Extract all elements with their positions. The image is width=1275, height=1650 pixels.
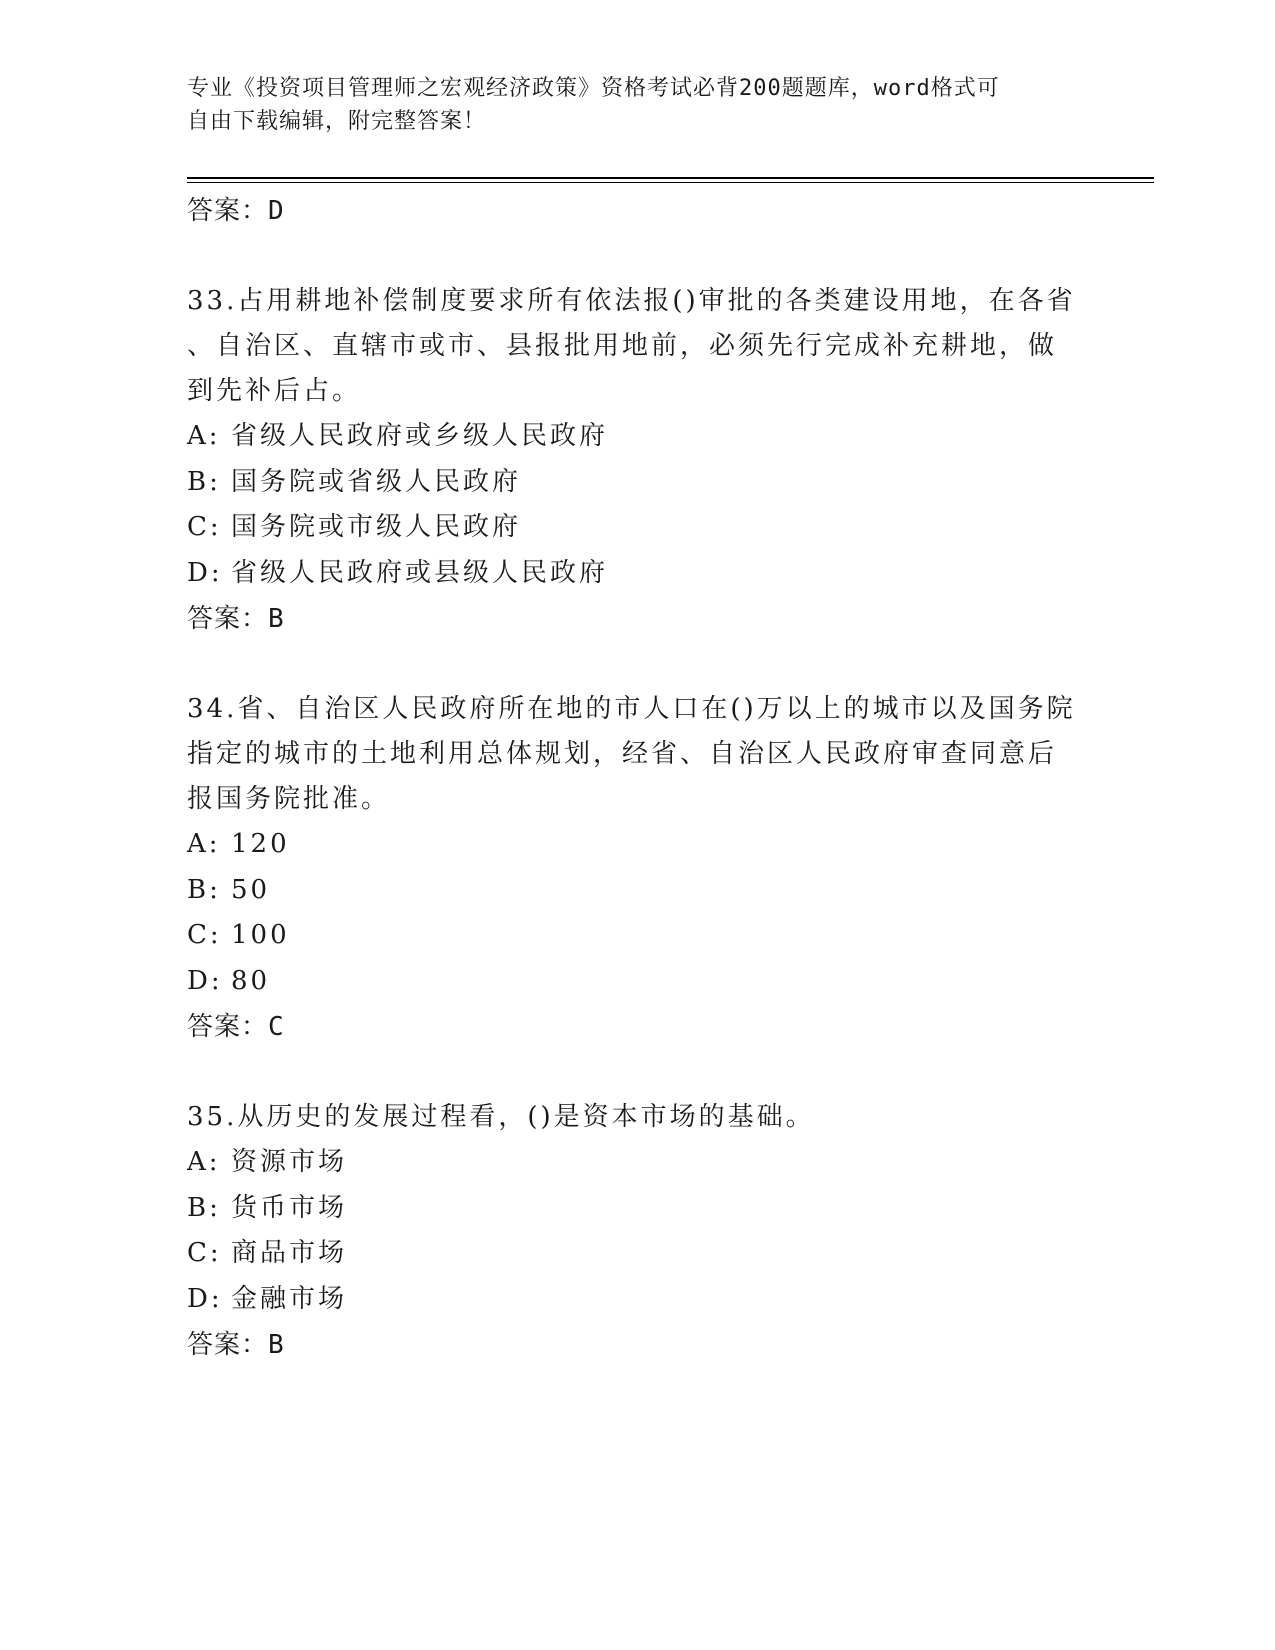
option-a [187, 822, 1077, 868]
option-text: 货币市场 [231, 1192, 348, 1223]
stem-line: 、自治区、直辖市或市、县报批用地前，必须先行完成补充耕地，做 [187, 331, 1058, 361]
option-text: 省级人民政府或县级人民政府 [231, 557, 609, 588]
option-key: A: [187, 829, 221, 859]
header-rule-thin [187, 182, 1154, 183]
option-text: 100 [231, 920, 290, 950]
option-text: 50 [231, 874, 271, 905]
answer: 答案：B [187, 604, 285, 634]
option-key: B: [187, 466, 221, 497]
option-text: 商品市场 [231, 1238, 348, 1268]
document-header [187, 72, 1067, 138]
option-b [187, 1186, 1077, 1232]
stem-line: 34.省、自治区人民政府所在地的市人口在()万以上的城市以及国务院 [187, 694, 1076, 724]
option-key: B: [187, 1192, 221, 1223]
answer-previous: 答案：D [187, 196, 285, 226]
option-text: 金融市场 [231, 1283, 348, 1314]
option-text: 国务院或市级人民政府 [231, 512, 522, 542]
option-text: 资源市场 [231, 1147, 348, 1177]
stem-line: 到先补后占。 [187, 376, 362, 406]
question-stem [187, 279, 1077, 414]
option-text: 省级人民政府或乡级人民政府 [231, 421, 609, 451]
question-34 [187, 687, 1077, 1050]
question-content [187, 188, 1077, 1368]
option-key: D: [187, 965, 223, 996]
option-a [187, 1140, 1077, 1186]
option-text: 120 [231, 829, 290, 859]
question-stem [187, 687, 1077, 822]
option-key: C: [187, 920, 222, 950]
header-line-2: 自由下载编辑，附完整答案！ [187, 109, 487, 134]
option-key: D: [187, 1283, 223, 1314]
header-rule-thick [187, 177, 1154, 179]
option-key: B: [187, 874, 221, 905]
option-key: D: [187, 557, 223, 588]
option-key: C: [187, 1238, 222, 1268]
option-d [187, 959, 1077, 1005]
question-33 [187, 279, 1077, 642]
option-c [187, 913, 1077, 959]
answer: 答案：B [187, 1330, 285, 1360]
answer: 答案：C [187, 1012, 285, 1042]
option-text: 80 [231, 965, 271, 996]
header-line-1: 专业《投资项目管理师之宏观经济政策》资格考试必背200题题库，word格式可 [187, 76, 1000, 101]
option-d [187, 551, 1077, 597]
option-c [187, 1231, 1077, 1277]
option-a [187, 414, 1077, 460]
option-b [187, 868, 1077, 914]
question-stem [187, 1095, 1077, 1140]
option-d [187, 1277, 1077, 1323]
option-key: A: [187, 421, 221, 451]
stem-line: 报国务院批准。 [187, 784, 391, 814]
option-key: A: [187, 1147, 221, 1177]
option-c [187, 505, 1077, 551]
question-35 [187, 1095, 1077, 1368]
stem-line: 35.从历史的发展过程看，()是资本市场的基础。 [187, 1102, 815, 1132]
stem-line: 33.占用耕地补偿制度要求所有依法报()审批的各类建设用地，在各省 [187, 286, 1076, 316]
option-key: C: [187, 512, 222, 542]
option-b [187, 460, 1077, 506]
option-text: 国务院或省级人民政府 [231, 466, 522, 497]
stem-line: 指定的城市的土地利用总体规划，经省、自治区人民政府审查同意后 [187, 739, 1058, 769]
